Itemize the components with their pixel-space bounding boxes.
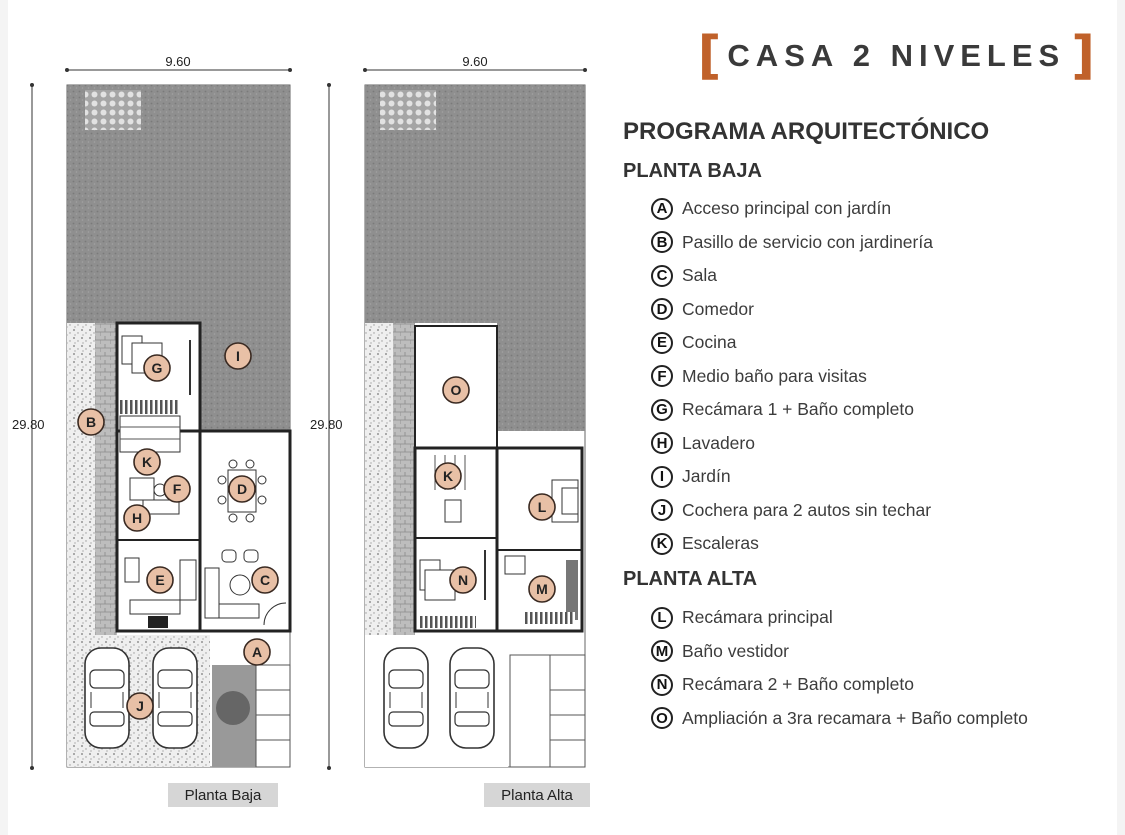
marker-f bbox=[164, 476, 190, 502]
program-item bbox=[651, 635, 1028, 669]
letter-badge-icon: B bbox=[651, 231, 673, 253]
label-planta-baja: Planta Baja bbox=[168, 783, 278, 807]
marker-j bbox=[127, 693, 153, 719]
svg-text:I: I bbox=[236, 348, 240, 364]
program-title: PROGRAMA ARQUITECTÓNICO bbox=[623, 118, 990, 145]
svg-text:F: F bbox=[172, 481, 182, 497]
program-item bbox=[651, 293, 933, 327]
program-item bbox=[651, 326, 933, 360]
dimension-length-alta bbox=[310, 83, 343, 770]
svg-text:D: D bbox=[236, 481, 248, 497]
program-item bbox=[651, 393, 933, 427]
program-item bbox=[651, 259, 933, 293]
label-planta-alta: Planta Alta bbox=[484, 783, 590, 807]
planta-baja-list bbox=[651, 192, 933, 561]
letter-badge-icon: C bbox=[651, 265, 673, 287]
marker-o bbox=[443, 377, 469, 403]
program-item-text: Recámara 2 + Baño completo bbox=[682, 674, 915, 695]
planta-alta-list bbox=[651, 601, 1028, 735]
program-item bbox=[651, 702, 1028, 736]
program-item bbox=[651, 192, 933, 226]
letter-badge-icon: L bbox=[651, 607, 673, 629]
program-item-text: Escaleras bbox=[682, 533, 759, 554]
program-item-text: Jardín bbox=[682, 466, 731, 487]
marker-m bbox=[529, 576, 555, 602]
width-dim-alta: 9.60 bbox=[462, 54, 488, 69]
marker-l bbox=[529, 494, 555, 520]
svg-text:M: M bbox=[536, 581, 548, 597]
letter-badge-icon: D bbox=[651, 298, 673, 320]
program-item bbox=[651, 360, 933, 394]
section-planta-alta: PLANTA ALTA bbox=[623, 568, 758, 590]
program-item-text: Sala bbox=[682, 265, 718, 286]
marker-b bbox=[78, 409, 104, 435]
letter-badge-icon: F bbox=[651, 365, 673, 387]
section-planta-baja: PLANTA BAJA bbox=[623, 160, 762, 182]
program-item bbox=[651, 226, 933, 260]
marker-c bbox=[252, 567, 278, 593]
letter-badge-icon: E bbox=[651, 332, 673, 354]
program-item bbox=[651, 668, 1028, 702]
marker-h bbox=[124, 505, 150, 531]
left-bracket-icon: [ bbox=[697, 26, 722, 86]
program-item bbox=[651, 427, 933, 461]
letter-badge-icon: O bbox=[651, 707, 673, 729]
title-block bbox=[697, 26, 1095, 86]
svg-text:A: A bbox=[251, 644, 263, 660]
svg-text:G: G bbox=[151, 360, 163, 376]
program-item-text: Ampliación a 3ra recamara + Baño completo bbox=[682, 707, 1028, 728]
letter-badge-icon: N bbox=[651, 674, 673, 696]
marker-k-baja bbox=[134, 449, 160, 475]
svg-text:L: L bbox=[537, 499, 547, 515]
right-bracket-icon: ] bbox=[1071, 26, 1095, 86]
dimension-width-baja bbox=[65, 54, 292, 72]
marker-a bbox=[244, 639, 270, 665]
svg-text:O: O bbox=[450, 382, 462, 398]
plan-planta-alta bbox=[365, 85, 585, 767]
program-item bbox=[651, 601, 1028, 635]
program-item-text: Cocina bbox=[682, 332, 737, 353]
program-item-text: Comedor bbox=[682, 298, 754, 319]
dimension-length-baja bbox=[12, 83, 45, 770]
letter-badge-icon: J bbox=[651, 499, 673, 521]
dimension-width-alta bbox=[363, 54, 587, 72]
svg-text:B: B bbox=[85, 414, 97, 430]
program-item-text: Recámara 1 + Baño completo bbox=[682, 399, 915, 420]
program-item-text: Baño vestidor bbox=[682, 640, 790, 661]
program-item-text: Lavadero bbox=[682, 432, 755, 453]
letter-badge-icon: H bbox=[651, 432, 673, 454]
marker-i bbox=[225, 343, 251, 369]
program-item-text: Medio baño para visitas bbox=[682, 365, 867, 386]
svg-text:H: H bbox=[131, 510, 143, 526]
program-item-text: Recámara principal bbox=[682, 607, 833, 628]
program-item-text: Pasillo de servicio con jardinería bbox=[682, 231, 933, 252]
svg-text:C: C bbox=[259, 572, 271, 588]
marker-e bbox=[147, 567, 173, 593]
program-item bbox=[651, 460, 933, 494]
length-dim-alta: 29.80 bbox=[310, 417, 343, 432]
svg-text:N: N bbox=[457, 572, 469, 588]
svg-text:K: K bbox=[442, 468, 454, 484]
letter-badge-icon: I bbox=[651, 466, 673, 488]
letter-badge-icon: M bbox=[651, 640, 673, 662]
marker-n bbox=[450, 567, 476, 593]
program-item-text: Cochera para 2 autos sin techar bbox=[682, 499, 932, 520]
svg-text:J: J bbox=[136, 698, 144, 714]
program-item-text: Acceso principal con jardín bbox=[682, 198, 892, 219]
letter-badge-icon: A bbox=[651, 198, 673, 220]
marker-k-alta bbox=[435, 463, 461, 489]
program-item bbox=[651, 527, 933, 561]
marker-d bbox=[229, 476, 255, 502]
svg-text:K: K bbox=[141, 454, 153, 470]
page-title: CASA 2 NIVELES bbox=[727, 38, 1066, 73]
letter-badge-icon: G bbox=[651, 399, 673, 421]
length-dim-baja: 29.80 bbox=[12, 417, 45, 432]
letter-badge-icon: K bbox=[651, 533, 673, 555]
svg-text:E: E bbox=[155, 572, 165, 588]
program-item bbox=[651, 494, 933, 528]
marker-g bbox=[144, 355, 170, 381]
width-dim-baja: 9.60 bbox=[165, 54, 191, 69]
